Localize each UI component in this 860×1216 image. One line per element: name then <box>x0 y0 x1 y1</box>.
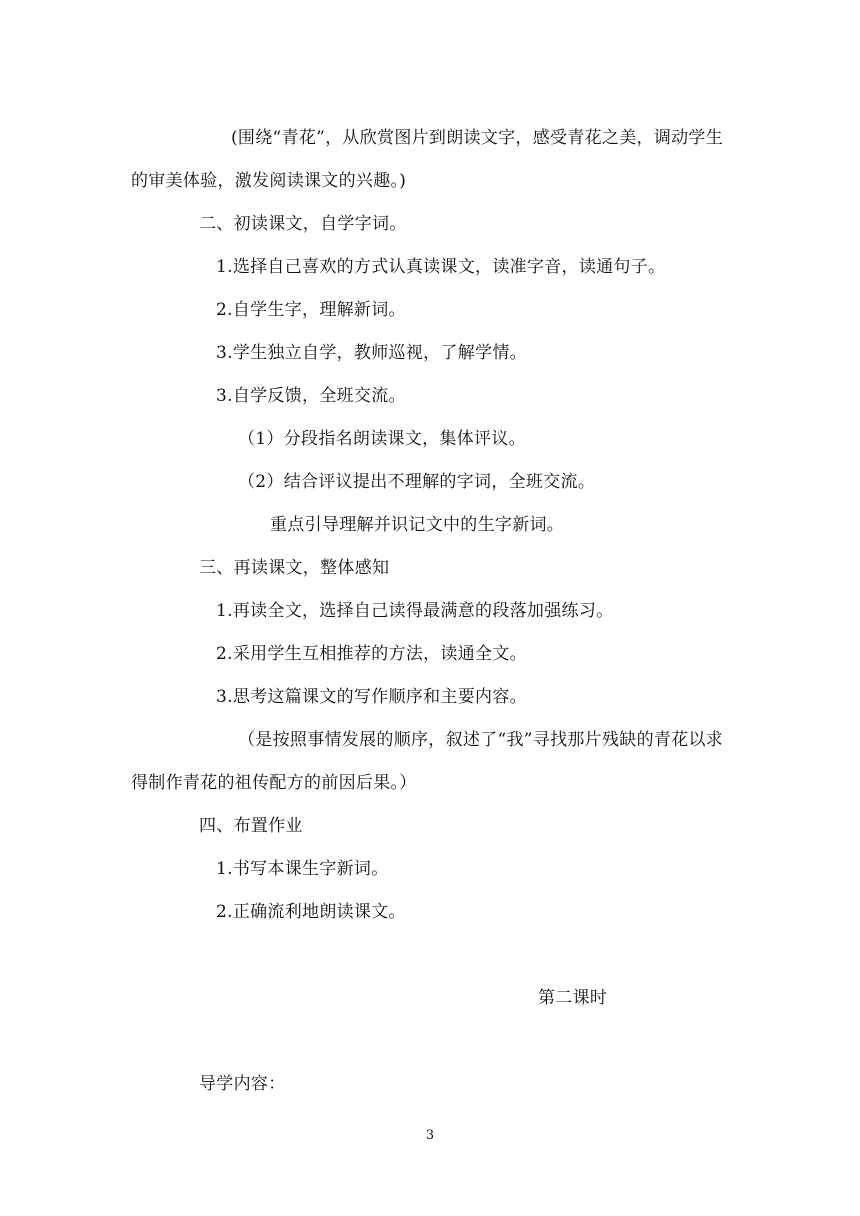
list-item: 1.再读全文，选择自己读得最满意的段落加强练习。 <box>216 601 614 621</box>
section-heading-3: 三、再读课文，整体感知 <box>199 558 390 578</box>
list-item: 3.自学反馈，全班交流。 <box>216 386 406 406</box>
list-item: 3.学生独立自学，教师巡视，了解学情。 <box>216 343 527 363</box>
list-item: 2.正确流利地朗读课文。 <box>216 902 406 922</box>
emphasis-note: 重点引导理解并识记文中的生字新词。 <box>270 515 565 535</box>
sub-list-item: （2）结合评议提出不理解的字词，全班交流。 <box>238 472 596 492</box>
intro-note-line-1: (围绕“青花”，从欣赏图片到朗读文字，感受青花之美，调动学生 <box>231 128 724 148</box>
list-item: 2.采用学生互相推荐的方法，读通全文。 <box>216 644 527 664</box>
list-item: 2.自学生字，理解新词。 <box>216 300 406 320</box>
answer-note-line-1: （是按照事情发展的顺序，叙述了“我”寻找那片残缺的青花以求 <box>238 730 724 750</box>
sub-list-item: （1）分段指名朗读课文，集体评议。 <box>238 429 526 449</box>
guide-content-heading: 导学内容： <box>199 1074 286 1094</box>
list-item: 3.思考这篇课文的写作顺序和主要内容。 <box>216 687 527 707</box>
intro-note-line-2: 的审美体验，激发阅读课文的兴趣。) <box>131 171 407 191</box>
list-item: 1.选择自己喜欢的方式认真读课文，读准字音，读通句子。 <box>216 257 666 277</box>
page-number: 3 <box>425 1128 435 1143</box>
section-heading-4: 四、布置作业 <box>199 816 303 836</box>
section-heading-2: 二、初读课文，自学字词。 <box>199 214 407 234</box>
lesson-title: 第二课时 <box>538 988 608 1008</box>
answer-note-line-2: 得制作青花的祖传配方的前因后果。） <box>131 773 417 793</box>
list-item: 1.书写本课生字新词。 <box>216 859 389 879</box>
